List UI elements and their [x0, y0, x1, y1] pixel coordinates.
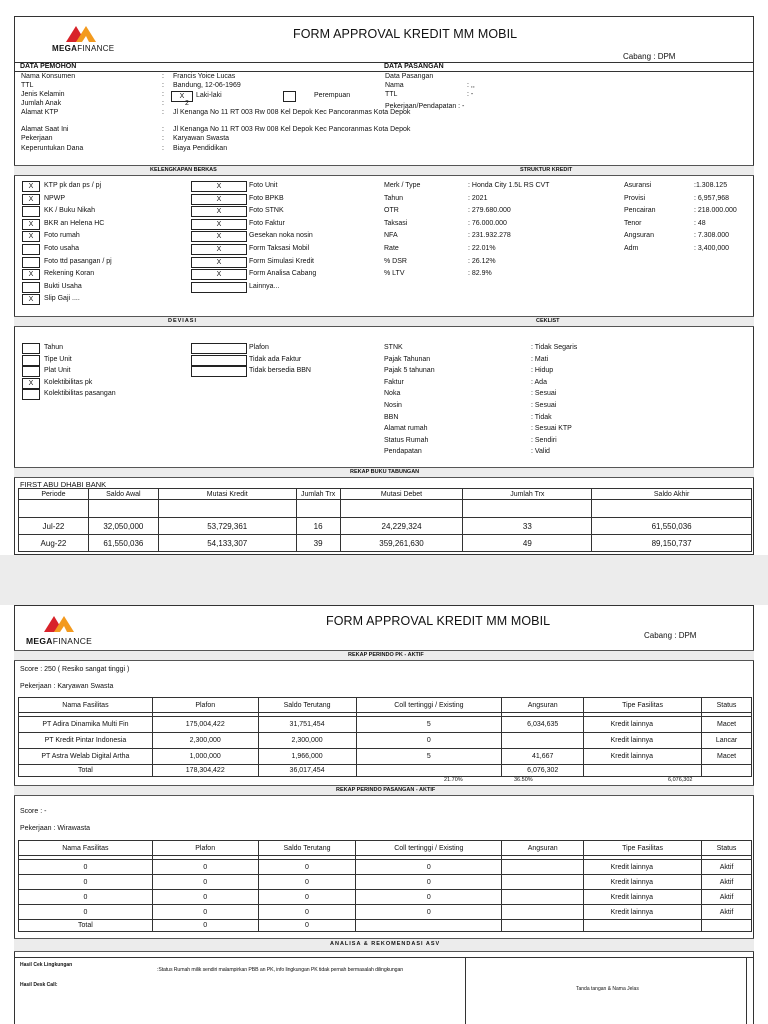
ceklist-label: Status Rumah	[384, 436, 429, 444]
megafinance-logo-icon	[62, 24, 102, 42]
page-gap	[0, 555, 768, 605]
table-header-row	[19, 698, 752, 713]
pasangan-header: DATA PASANGAN	[384, 63, 444, 70]
struktur-label: Taksasi	[384, 219, 408, 227]
column-header: Tipe Fasilitas	[584, 698, 702, 713]
pemohon-label: Jenis Kelamin	[21, 91, 65, 98]
struktur-value: : Honda City 1.5L RS CVT	[468, 182, 550, 189]
cek-lingkungan-label: Hasil Cek Lingkungan	[20, 962, 73, 968]
ceklist-value: : Sesuai	[531, 402, 557, 409]
struktur-value: : 231.932.278	[468, 232, 511, 240]
gender-male-label: Laki-laki	[196, 92, 222, 99]
tabungan-table	[18, 488, 752, 552]
branch-label: Cabang : DPM	[623, 52, 676, 61]
table-cell	[502, 860, 584, 875]
table-cell: Aktif	[702, 860, 752, 875]
table-cell: 0	[152, 905, 258, 920]
berkas-checkbox[interactable]: X	[22, 269, 40, 280]
column-header: Nama Fasilitas	[19, 698, 153, 713]
table-cell: 0	[258, 860, 356, 875]
berkas-label: NPWP	[44, 194, 65, 202]
pemohon-value: Bandung, 12-06-1969	[173, 82, 241, 89]
deviasi-checkbox[interactable]	[22, 366, 40, 377]
table-row	[19, 717, 752, 733]
struktur-value: : 3,400,000	[694, 245, 730, 252]
berkas-checkbox[interactable]: X	[22, 219, 40, 230]
column-header: Angsuran	[502, 698, 584, 713]
struktur-value: : 48	[694, 219, 706, 227]
megafinance-wordmark-2: MEGAFINANCE	[26, 636, 93, 646]
berkas-header: KELENGKAPAN BERKAS	[150, 167, 217, 173]
table-cell: 0	[19, 875, 153, 890]
table-cell: 0	[258, 875, 356, 890]
table-cell: 24,229,324	[340, 518, 463, 535]
ceklist-value: : Tidak	[531, 413, 552, 421]
pemohon-value: Jl Kenanga No 11 RT 003 Rw 008 Kel Depok Kec Pancoranmas Kota Depok	[173, 109, 411, 116]
pemohon-label: TTL	[21, 82, 34, 89]
table-cell	[296, 500, 340, 518]
total-row	[19, 765, 752, 777]
deviasi-label: Plat Unit	[44, 367, 71, 375]
berkas-label: KTP pk dan ps / pj	[44, 182, 102, 189]
pemohon-colon: :	[162, 82, 164, 89]
table-row	[19, 875, 752, 890]
berkas-label: Form Simulasi Kredit	[249, 257, 314, 265]
table-cell	[502, 890, 584, 905]
table-cell: Aktif	[702, 905, 752, 920]
pk-ratio: 21.70%	[444, 777, 463, 783]
table-cell: 0	[19, 860, 153, 875]
gender-male-checkbox[interactable]: X	[171, 91, 193, 102]
struktur-label: % LTV	[384, 270, 405, 278]
struktur-label: Tahun	[384, 194, 404, 202]
ceklist-label: Noka	[384, 390, 401, 398]
ceklist-header: CEKLIST	[536, 318, 560, 324]
column-header: Saldo Terutang	[258, 698, 356, 713]
berkas-checkbox[interactable]	[22, 282, 40, 293]
column-header: Jumlah Trx	[296, 489, 340, 500]
table-cell: 0	[356, 875, 502, 890]
gender-female-label: Perempuan	[314, 92, 351, 99]
struktur-value: : 22.01%	[468, 245, 496, 252]
table-cell: 0	[19, 890, 153, 905]
table-cell: 0	[258, 905, 356, 920]
pemohon-label: Jumlah Anak	[21, 100, 62, 107]
table-cell	[592, 500, 752, 518]
table-cell: 0	[258, 890, 356, 905]
pasangan-value: : -	[467, 91, 474, 98]
column-header: Nama Fasilitas	[19, 841, 153, 856]
column-header: Coll tertinggi / Existing	[356, 841, 502, 856]
berkas-checkbox[interactable]: X	[191, 244, 247, 255]
pemohon-value: Karyawan Swasta	[173, 135, 230, 142]
table-cell: 0	[152, 860, 258, 875]
table-row	[19, 905, 752, 920]
table-cell: 31,751,454	[258, 717, 356, 733]
table-cell	[88, 500, 158, 518]
ceklist-label: STNK	[384, 344, 403, 351]
berkas-label: Slip Gaji ....	[44, 295, 80, 303]
table-cell	[158, 500, 296, 518]
ceklist-label: Pajak Tahunan	[384, 355, 431, 363]
column-header: Coll tertinggi / Existing	[356, 698, 502, 713]
column-header: Saldo Terutang	[258, 841, 356, 856]
column-header: Saldo Awal	[88, 489, 158, 500]
struktur-value: :1.308.125	[694, 182, 728, 189]
table-cell: 54,133,307	[158, 535, 296, 552]
table-cell: Kredit lainnya	[584, 860, 702, 875]
table-cell: 359,261,630	[340, 535, 463, 552]
struktur-value: : 279.680.000	[468, 207, 511, 215]
table-cell: 0	[152, 890, 258, 905]
ceklist-label: BBN	[384, 413, 399, 421]
table-cell: Macet	[702, 749, 752, 765]
pemohon-colon: :	[162, 100, 164, 107]
ceklist-label: Pajak 5 tahunan	[384, 367, 435, 375]
pasangan-label: Pekerjaan/Pendapatan : -	[385, 103, 465, 110]
ceklist-value: : Sesuai	[531, 390, 557, 398]
berkas-label: Foto Faktur	[249, 219, 285, 227]
table-row	[19, 890, 752, 905]
ps-score: Score : -	[20, 808, 47, 815]
table-cell: 1,000,000	[152, 749, 258, 765]
berkas-checkbox[interactable]	[22, 244, 40, 255]
struktur-value: : 2021	[468, 194, 488, 202]
pemohon-header: DATA PEMOHON	[20, 63, 77, 70]
pemohon-label: Nama Konsumen	[21, 73, 76, 80]
berkas-label: Form Taksasi Mobil	[249, 245, 310, 252]
table-cell: 89,150,737	[592, 535, 752, 552]
ceklist-label: Faktur	[384, 378, 404, 386]
table-cell: 0	[152, 875, 258, 890]
signature-label: Tanda tangan & Nama Jelas	[576, 986, 639, 992]
column-header: Mutasi Debet	[340, 489, 463, 500]
page-title: FORM APPROVAL KREDIT MM MOBIL	[293, 27, 518, 41]
pemohon-label: Alamat Saat Ini	[21, 126, 69, 133]
table-cell	[702, 765, 752, 777]
pemohon-colon: :	[162, 73, 164, 80]
table-cell: Total	[19, 920, 153, 932]
berkas-checkbox[interactable]: X	[191, 269, 247, 280]
perindo-ps-table	[18, 840, 752, 932]
table-cell: 0	[356, 890, 502, 905]
deviasi-header: DEVIASI	[168, 318, 198, 324]
deviasi-label: Kolektibilitas pk	[44, 378, 93, 386]
ceklist-value: : Ada	[531, 378, 547, 386]
table-cell: Aug-22	[19, 535, 89, 552]
deviasi-label: Plafon	[249, 344, 269, 351]
berkas-label: Foto BPKB	[249, 194, 284, 202]
ceklist-label: Alamat rumah	[384, 425, 428, 433]
pasangan-value: : ,,	[467, 82, 475, 89]
table-cell: Aktif	[702, 890, 752, 905]
table-cell	[702, 920, 752, 932]
deviasi-label: Tipe Unit	[44, 355, 72, 363]
struktur-label: Asuransi	[624, 182, 652, 189]
table-cell: PT Astra Welab Digital Artha	[19, 749, 153, 765]
ps-job: Pekerjaan : Wirawasta	[20, 825, 91, 832]
table-cell: 53,729,361	[158, 518, 296, 535]
struktur-label: OTR	[384, 207, 399, 215]
berkas-checkbox[interactable]: X	[191, 257, 247, 268]
table-cell	[502, 733, 584, 749]
table-cell	[584, 920, 702, 932]
table-cell	[584, 765, 702, 777]
pasangan-label: TTL	[385, 91, 398, 98]
table-cell: 0	[258, 920, 356, 932]
table-cell: Lancar	[702, 733, 752, 749]
column-header: Jumlah Trx	[463, 489, 592, 500]
berkas-label: KK / Buku Nikah	[44, 207, 95, 215]
berkas-checkbox[interactable]: X	[191, 194, 247, 205]
table-row	[19, 500, 752, 518]
pemohon-colon: :	[162, 135, 164, 142]
struktur-value: : 82.9%	[468, 270, 492, 278]
table-cell: 41,667	[502, 749, 584, 765]
struktur-label: Tenor	[624, 219, 642, 227]
berkas-checkbox[interactable]: X	[22, 294, 40, 305]
table-cell: 49	[463, 535, 592, 552]
deviasi-label: Tidak ada Faktur	[249, 355, 302, 363]
struktur-label: Rate	[384, 245, 399, 252]
table-cell: 1,966,000	[258, 749, 356, 765]
deviasi-checkbox[interactable]	[22, 389, 40, 400]
bank-name: FIRST ABU DHABI BANK	[20, 480, 107, 489]
desk-call-label: Hasil Desk Call:	[20, 982, 58, 988]
berkas-label: Lainnya...	[249, 282, 280, 290]
perindo-ps-header: REKAP PERINDO PASANGAN - AKTIF	[336, 787, 436, 793]
struktur-label: Provisi	[624, 194, 646, 202]
berkas-checkbox[interactable]: X	[191, 231, 247, 242]
table-cell: 61,550,036	[592, 518, 752, 535]
struktur-value: : 26.12%	[468, 257, 496, 265]
ceklist-value: : Mati	[531, 355, 549, 363]
table-cell	[463, 500, 592, 518]
gender-female-checkbox[interactable]	[283, 91, 296, 102]
column-header: Status	[702, 698, 752, 713]
megafinance-logo	[62, 24, 102, 44]
pasangan-label: Data Pasangan	[385, 73, 434, 80]
table-cell: 0	[356, 860, 502, 875]
table-cell	[502, 920, 584, 932]
table-cell: 5	[356, 749, 502, 765]
table-cell: 6,076,302	[502, 765, 584, 777]
table-cell: 36,017,454	[258, 765, 356, 777]
column-header: Plafon	[152, 841, 258, 856]
ceklist-value: : Tidak Segaris	[531, 344, 578, 351]
analisa-header: ANALISA & REKOMENDASI ASV	[330, 941, 441, 947]
struktur-label: NFA	[384, 232, 398, 240]
berkas-label: Rekening Koran	[44, 270, 95, 278]
berkas-label: Foto usaha	[44, 245, 80, 252]
deviasi-label: Kolektibilitas pasangan	[44, 390, 116, 398]
pk-score: Score : 250 ( Resiko sangat tinggi )	[20, 666, 130, 673]
table-cell: Aktif	[702, 875, 752, 890]
berkas-label: Foto Unit	[249, 182, 278, 189]
berkas-label: Bukti Usaha	[44, 282, 82, 290]
table-cell	[356, 920, 502, 932]
pk-ratio: 36.50%	[514, 777, 533, 783]
column-header: Tipe Fasilitas	[584, 841, 702, 856]
table-cell: Kredit lainnya	[584, 905, 702, 920]
megafinance-wordmark: MEGAFINANCE	[52, 44, 115, 53]
struktur-label: % DSR	[384, 257, 407, 265]
struktur-value: : 7.308.000	[694, 232, 730, 240]
table-cell: Total	[19, 765, 153, 777]
column-header: Periode	[19, 489, 89, 500]
total-row	[19, 920, 752, 932]
berkas-checkbox[interactable]	[191, 282, 247, 293]
deviasi-checkbox[interactable]	[191, 355, 247, 366]
table-row	[19, 733, 752, 749]
pemohon-label: Pekerjaan	[21, 135, 53, 142]
table-row	[19, 749, 752, 765]
ceklist-value: : Sesuai KTP	[531, 425, 572, 433]
ceklist-value: : Sendiri	[531, 436, 557, 444]
berkas-label: Form Analisa Cabang	[249, 270, 317, 278]
ceklist-value: : Hidup	[531, 367, 554, 375]
table-cell: 39	[296, 535, 340, 552]
column-header: Mutasi Kredit	[158, 489, 296, 500]
pemohon-colon: :	[162, 145, 164, 152]
megafinance-logo-2	[40, 613, 80, 635]
pk-job: Pekerjaan : Karyawan Swasta	[20, 683, 114, 690]
table-cell	[502, 875, 584, 890]
column-header: Angsuran	[502, 841, 584, 856]
pemohon-value: Biaya Pendidikan	[173, 145, 228, 152]
pemohon-label: Alamat KTP	[21, 109, 59, 116]
pemohon-value: Jl Kenanga No 11 RT 003 Rw 008 Kel Depok Kec Pancoranmas Kota Depok	[173, 126, 411, 133]
table-cell	[356, 765, 502, 777]
table-cell: 0	[356, 905, 502, 920]
table-header-row	[19, 841, 752, 856]
berkas-label: Foto STNK	[249, 207, 284, 215]
berkas-checkbox[interactable]: X	[22, 194, 40, 205]
cek-lingkungan-value: :Status Rumah milik sendiri malampirkan PBB an PK, info lingkungan PK tidak pernah bermasalah dilingkungan	[157, 967, 404, 973]
struktur-label: Merk / Type	[384, 182, 421, 189]
table-cell: 6,034,635	[502, 717, 584, 733]
struktur-label: Adm	[624, 245, 639, 252]
struktur-header: STRUKTUR KREDIT	[520, 167, 573, 173]
berkas-checkbox[interactable]: X	[191, 219, 247, 230]
table-cell: Jul-22	[19, 518, 89, 535]
table-cell: 0	[19, 905, 153, 920]
table-cell: 16	[296, 518, 340, 535]
pemohon-colon: :	[162, 109, 164, 116]
table-cell: Kredit lainnya	[584, 875, 702, 890]
berkas-checkbox[interactable]	[22, 206, 40, 217]
table-cell: 61,550,036	[88, 535, 158, 552]
struktur-value: : 76.000.000	[468, 219, 507, 227]
table-cell: Kredit lainnya	[584, 717, 702, 733]
table-row	[19, 535, 752, 552]
pemohon-colon: :	[162, 91, 164, 98]
table-cell: 0	[152, 920, 258, 932]
column-header: Saldo Akhir	[592, 489, 752, 500]
perindo-pk-table	[18, 697, 752, 777]
table-cell: 33	[463, 518, 592, 535]
deviasi-checkbox[interactable]	[191, 343, 247, 354]
table-cell: 2,300,000	[258, 733, 356, 749]
tabungan-header: REKAP BUKU TABUNGAN	[350, 469, 420, 475]
pemohon-value: 2	[185, 100, 189, 107]
berkas-label: Gesekan noka nosin	[249, 232, 313, 240]
table-cell	[340, 500, 463, 518]
struktur-value: : 218.000.000	[694, 207, 737, 215]
pasangan-label: Nama	[385, 82, 404, 89]
deviasi-label: Tidak bersedia BBN	[249, 367, 311, 375]
table-cell: 32,050,000	[88, 518, 158, 535]
table-header-row	[19, 489, 752, 500]
deviasi-checkbox[interactable]	[191, 366, 247, 377]
berkas-label: Foto rumah	[44, 232, 80, 240]
table-cell: 175,004,422	[152, 717, 258, 733]
table-cell: 178,304,422	[152, 765, 258, 777]
perindo-pk-header: REKAP PERINDO PK - AKTIF	[348, 652, 424, 658]
table-cell: PT Adira Dinamika Multi Fin	[19, 717, 153, 733]
berkas-checkbox[interactable]: X	[191, 206, 247, 217]
table-cell: 2,300,000	[152, 733, 258, 749]
table-cell: Kredit lainnya	[584, 749, 702, 765]
deviasi-checkbox[interactable]: X	[22, 378, 40, 389]
page-title-2: FORM APPROVAL KREDIT MM MOBIL	[326, 614, 551, 628]
megafinance-logo-icon	[40, 613, 80, 633]
struktur-label: Angsuran	[624, 232, 654, 240]
table-row	[19, 860, 752, 875]
column-header: Status	[702, 841, 752, 856]
column-header: Plafon	[152, 698, 258, 713]
table-cell: Kredit lainnya	[584, 890, 702, 905]
table-cell: 0	[356, 733, 502, 749]
struktur-value: : 6,957,968	[694, 194, 730, 202]
table-cell: Macet	[702, 717, 752, 733]
berkas-label: Foto ttd pasangan / pj	[44, 257, 112, 265]
pemohon-label: Keperuntukan Dana	[21, 145, 84, 152]
branch-label-2: Cabang : DPM	[644, 631, 697, 640]
ceklist-label: Pendapatan	[384, 448, 422, 456]
berkas-checkbox[interactable]: X	[22, 231, 40, 242]
pemohon-colon: :	[162, 126, 164, 133]
ceklist-value: : Valid	[531, 448, 550, 456]
table-cell: PT Kredit Pintar Indonesia	[19, 733, 153, 749]
deviasi-checkbox[interactable]	[22, 343, 40, 354]
table-cell: 5	[356, 717, 502, 733]
deviasi-checkbox[interactable]	[22, 355, 40, 366]
struktur-label: Pencairan	[624, 207, 656, 215]
ceklist-label: Nosin	[384, 402, 402, 409]
table-cell: Kredit lainnya	[584, 733, 702, 749]
pk-ratio: 6,076,302	[668, 777, 693, 783]
berkas-checkbox[interactable]	[22, 257, 40, 268]
pemohon-value: Francis Yoice Lucas	[173, 73, 236, 80]
table-cell	[502, 905, 584, 920]
berkas-checkbox[interactable]: X	[191, 181, 247, 192]
berkas-checkbox[interactable]: X	[22, 181, 40, 192]
deviasi-label: Tahun	[44, 344, 64, 351]
table-row	[19, 518, 752, 535]
berkas-label: BKR an Helena HC	[44, 219, 105, 227]
table-cell	[19, 500, 89, 518]
